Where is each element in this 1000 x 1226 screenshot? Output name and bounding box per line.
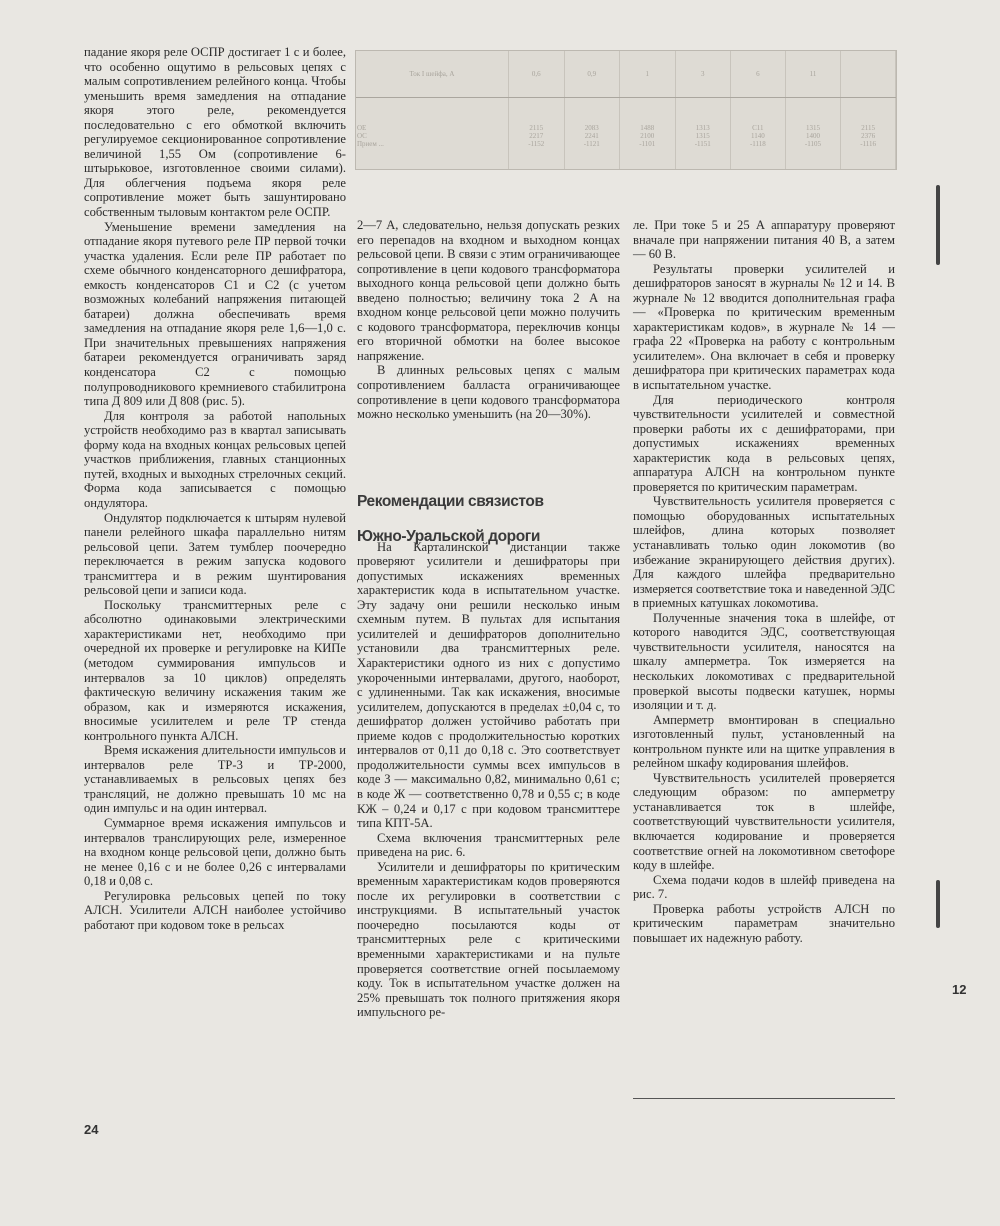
table-cell: ОЕ ОС Прием ... (356, 98, 509, 171)
paragraph: падание якоря реле ОСПР достигает 1 с и более, что особенно ощутимо в рельсовых цепях с малым сопротивлением релейного конца. Чтобы уменьшить время замедления на отпадание якоря этого реле, рекомендуется последовательно с его обмоткой включить регулируемое секционированное сопротивление величиной 1,55 Ом (сопротивление 6-штырьковое, изготовленное своими силами). Для облегчения подъема якоря реле сопротивление может быть зашунтировано собственным тыловым контактом реле ОСПР. (84, 45, 346, 220)
table-cell: 2115 2376 -1116 (841, 98, 896, 171)
heading-spacer (357, 422, 620, 540)
table-cell: 2115 2217 -1152 (509, 98, 565, 171)
paragraph: Суммарное время искажения импульсов и интервалов транслирующих реле, измеренное на входном конце рельсовой цепи, должно быть не менее 0,16 с и не более 0,26 с интервалами 0,18 и 0,08 с. (84, 815, 346, 889)
table-cell: 1488 2100 -1101 (620, 98, 676, 171)
text-column-2 (357, 218, 620, 1020)
paragraph: Проверка работы устройств АЛСН по критическим параметрам значительно повышает их надежную работу. (633, 901, 895, 945)
table-cell: 1313 1315 -1151 (675, 98, 731, 171)
paragraph: Результаты проверки усилителей и дешифраторов заносят в журналы № 12 и 14. В журнале № 12 вводится дополнительная графа — «Проверка по критическим временным характеристикам кодов», в журнале № 14 — графа 22 «Проверка на работу с контрольным усилителем». Она включает в себя и проверку дешифратора при критических параметрах кода в испытательном участке. (633, 261, 895, 393)
table-head-4: 3 (675, 51, 731, 98)
paragraph: Чувствительность усилителя проверяется с помощью оборудованных испытательных шлейфов, длина которых позволяет устанавливать только один локомотив (во избежание экранирующего действия других). Для каждого шлейфа предварительно измеряется соответствие тока и наведенной ЭДС в приемных катушках локомотива. (633, 494, 895, 611)
page-number-right: 12 (952, 982, 967, 997)
table-cell: C11 1140 -1118 (731, 98, 786, 171)
paragraph: Регулировка рельсовых цепей по току АЛСН. Усилители АЛСН наиболее устойчиво работают при кодовом токе в рельсах (84, 888, 346, 932)
table-cell: 2083 2241 -1121 (564, 98, 620, 171)
section-heading-line-2: Южно-Уральской дороги (357, 528, 540, 545)
paragraph: Схема включения трансмиттерных реле приведена на рис. 6. (357, 830, 620, 860)
end-rule (633, 1098, 895, 1099)
section-heading-line-1: Рекомендации связистов (357, 493, 544, 510)
paragraph: Ондулятор подключается к штырям нулевой панели релейного шкафа параллельно нитям рельсовой цепи. Затем тумблер поочередно переключается в режим запуска кодового трансмиттера и в режим шунтирования рельсовой цепи и записи кода. (84, 510, 346, 598)
text-column-1 (84, 45, 346, 932)
paragraph: Схема подачи кодов в шлейф приведена на рис. 7. (633, 872, 895, 902)
paragraph: На Карталинской дистанции также проверяют усилители и дешифраторы при допустимых искажениях временных характеристик кода в испытательном участке. Эту задачу они решили несколько иным схемным путем. В пультах для испытания усилителей и дешифраторов дополнительно установили два трансмиттерных реле. Характеристики одного из них с допустимо укороченными интервалами, другого, наоборот, с удлиненными. Так как искажения, вносимые усилителем, допускаются в пределах ±0,04 с, то дешифратор должен устойчиво работать при приеме кодов с продолжительностью коротких интервалов от 0,11 до 0,18 с. Это соответствует продолжительности суммы всех импульсов в коде З — максимально 0,82, минимально 0,61 с; в коде Ж — соответственно 0,78 и 0,55 с; в коде КЖ – 0,24 и 0,17 с при кодовом трансмиттере типа КПТ-5А. (357, 539, 620, 831)
paragraph: В длинных рельсовых цепях с малым сопротивлением балласта ограничивающее сопротивление в цепи кодового трансформатора можно несколько уменьшить (на 20—30%). (357, 363, 620, 422)
table-head-7 (841, 51, 896, 98)
page-number-left: 24 (84, 1122, 99, 1137)
table-head-1: 0,6 (509, 51, 565, 98)
paragraph: Для контроля за работой напольных устройств необходимо раз в квартал записывать форму кода на входных концах рельсовых цепей участков приближения, главных станционных путей, входных и выходных стрелочных секций. Форма кода записывается с помощью ондулятора. (84, 408, 346, 510)
paragraph: Уменьшение времени замедления на отпадание якоря путевого реле ПР первой точки участка удаления. Если реле ПР работает по схеме обычного конденсаторного дешифратора, емкость конденсаторов С1 и С2 (с учетом возможных колебаний напряжения питающей батареи) должна обеспечивать время замедления на отпадание якоря реле 1,6—1,0 с. При значительных превышениях напряжения батареи рекомендуется ограничивать заряд конденсатора С2 с помощью полупроводникового кремниевого стабилитрона типа Д 809 или Д 808 (рис. 5). (84, 219, 346, 409)
paragraph: Время искажения длительности импульсов и интервалов реле ТР-3 и ТР-2000, устанавливаемых в рельсовых цепях без трансляций, не должно превышать 10 мс на один импульс и на один интервал. (84, 743, 346, 816)
paragraph: 2—7 А, следовательно, нельзя допускать резких его перепадов на входном и выходном концах рельсовой цепи. В связи с этим ограничивающее сопротивление в цепи кодового трансформатора выходного конца рельсовой цепи должно быть введено полностью; величину тока 2 А на входном конце рельсовой цепи можно получить с кодового трансформатора, переключив концы его вторичной обмотки на более высокое напряжение. (357, 218, 620, 363)
table-head-5: 6 (731, 51, 786, 98)
paragraph: Усилители и дешифраторы по критическим временным характеристикам кодов проверяются после их регулировки в соответствии с инструкциями. В испытательный участок поочередно посылаются коды от трансмиттерных реле с критическими временными характеристиками и на пульте проверяется соответствие огней посылаемому коду. Ток в испытательном участке должен на 25% превышать ток полного притяжения якоря импульсного ре- (357, 859, 620, 1020)
margin-mark (936, 880, 940, 928)
paragraph: Чувствительность усилителей проверяется следующим образом: по амперметру устанавливается ток в шлейфе, соответствующий чувствительности усилителя, включается кодирование и проверяется соответствие огней на локомотивном светофоре коду в шлейфе. (633, 770, 895, 873)
table-head-6: 11 (785, 51, 841, 98)
figure-table (355, 50, 897, 170)
paragraph: Поскольку трансмиттерных реле с абсолютно одинаковыми электрическими характеристиками нет, необходимо при очередной их проверке и регулировке на КИПе (методом суммирования импульсов и интервалов за 10 циклов) определять фактическую величину искажения таким же образом, как и измеряются искажения, вносимые усилителем и реле ТР стенда контрольного пункта АЛСН. (84, 597, 346, 743)
paragraph: Полученные значения тока в шлейфе, от которого наводится ЭДС, соответствующая чувствительности усилителя, наносятся на шкалу амперметра. Ток измеряется на нескольких локомотивах с предварительной проверкой высоты подвески катушек, нормы изоляции и т. д. (633, 610, 895, 713)
paragraph: Для периодического контроля чувствительности усилителей и совместной проверки работы их с дешифраторами, при допустимых искажениях временных характеристик кода в рельсовых цепях, аппаратура АЛСН на контрольном пункте проверяется по критическим параметрам. (633, 392, 895, 494)
paragraph: ле. При токе 5 и 25 А аппаратуру проверяют вначале при напряжении питания 40 В, а затем — 60 В. (633, 218, 895, 262)
margin-mark (936, 185, 940, 265)
text-column-3 (633, 218, 895, 945)
table-head-2: 0,9 (564, 51, 620, 98)
paragraph: Амперметр вмонтирован в специально изготовленный пульт, установленный на контрольном пункте или на щитке управления в релейном шкафу кодирования шлейфов. (633, 712, 895, 771)
table-cell: 1315 1400 -1105 (785, 98, 841, 171)
table-head-0: Ток I шейфа, А (356, 51, 509, 98)
table-head-3: 1 (620, 51, 676, 98)
